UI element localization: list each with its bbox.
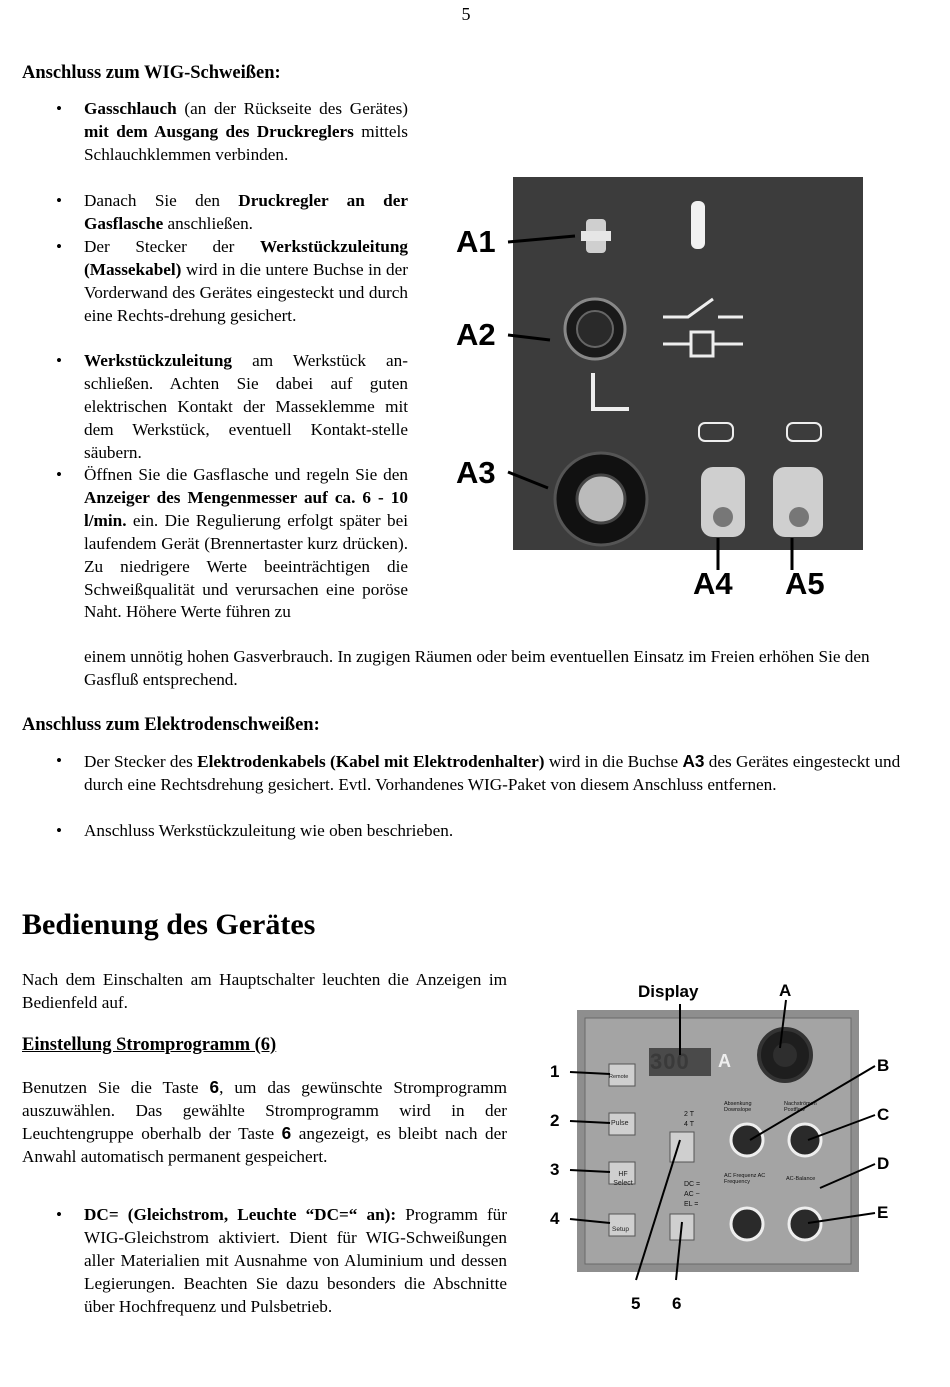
panel-label-6: 6 — [672, 1294, 682, 1313]
panel-label-1: 1 — [550, 1062, 560, 1081]
figure-label-a5: A5 — [785, 566, 825, 601]
list-item: • Werkstückzuleitung am Werkstück an-schließen. Achten Sie dabei auf guten elektrischen Kontakt der Masseklemme mit dem Werkstück, eventuell Kontakt-stelle säubern. — [56, 351, 408, 462]
panel-button-setup: Setup — [612, 1226, 629, 1233]
panel-label-5: 5 — [631, 1294, 641, 1313]
figure-label-a4: A4 — [693, 566, 733, 601]
panel-label-3: 3 — [550, 1160, 560, 1179]
panel-display-value: 300 — [650, 1049, 690, 1074]
list-item: • Anschluss Werkstückzuleitung wie oben beschrieben. — [56, 821, 454, 840]
list-item: • Öffnen Sie die Gasflasche und regeln Sie den Anzeiger des Mengenmesser auf ca. 6 - 10 l/min. ein. Die Regulierung erfolgt später bei laufendem Gerät (Brennertaster kurz drücken). Zu niedrigere Werte beeinträchtigen die Schweißqualität und verursachen eine poröse Naht. Höhere Werte führen zu — [56, 465, 408, 622]
knob-label-ac-frequency: AC Frequenz AC Frequency — [724, 1173, 766, 1185]
panel-label-2: 2 — [550, 1111, 560, 1130]
list-item: • Danach Sie den Druckregler an der Gasflasche anschließen. — [56, 191, 408, 233]
panel-button-remote: Remote — [609, 1074, 629, 1080]
figure-label-a1: A1 — [456, 224, 496, 259]
panel-button-hf: HF Select — [613, 1171, 633, 1187]
list-item: • Der Stecker des Elektrodenkabels (Kabel mit Elektrodenhalter) wird in die Buchse A3 des Gerätes eingesteckt und durch eine Rechtsdrehung gesichert. Evtl. Vorhandenes WIG-Paket von diesem Anschluss entfernen. — [56, 751, 901, 794]
knob-label-downslope: Absenkung Downslope — [724, 1101, 752, 1113]
list-item: • Gasschlauch (an der Rückseite des Gerätes) mit dem Ausgang des Druckreglers mittels Schlauchklemmen verbinden. — [56, 99, 408, 164]
knob-label-ac-balance: AC-Balance — [786, 1176, 816, 1182]
list-item-continuation: einem unnötig hohen Gasverbrauch. In zugigen Räumen oder beim eventuellen Einsatz im Freien erhöhen Sie den Gasfluß entsprechend. — [84, 647, 870, 689]
panel-current-leds: DC = AC ~ EL = — [684, 1181, 701, 1208]
wig-heading: Anschluss zum WIG-Schweißen: — [22, 63, 281, 83]
connector-callouts — [440, 220, 860, 610]
operation-intro: Nach dem Einschalten am Hauptschalter leuchten die Anzeigen im Bedienfeld auf. — [22, 970, 507, 1012]
panel-unit: A — [718, 1051, 731, 1071]
panel-label-c: C — [877, 1105, 890, 1124]
list-item: • DC= (Gleichstrom, Leuchte “DC=“ an): Programm für WIG-Gleichstrom aktiviert. Dient für WIG-Schweißungen aller Materialien mit Ausnahme von Aluminium und dessen Legierungen. Beachten Sie dazu besonders die Abschnitte über Hochfrequenz und Pulsbetrieb. — [56, 1205, 507, 1316]
panel-label-d: D — [877, 1154, 890, 1173]
electrode-heading: Anschluss zum Elektrodenschweißen: — [22, 715, 320, 735]
figure-label-a3: A3 — [456, 455, 496, 490]
panel-label-a: A — [779, 981, 792, 1000]
panel-button-pulse: Pulse — [611, 1120, 629, 1127]
subheading-stromprogramm: Einstellung Stromprogramm (6) — [22, 1035, 277, 1055]
panel-mode-leds: 2 T 4 T — [684, 1111, 694, 1128]
panel-callouts — [540, 980, 900, 1310]
panel-label-b: B — [877, 1056, 890, 1075]
panel-label-display: Display — [638, 982, 699, 1001]
stromprogramm-paragraph: Benutzen Sie die Taste 6, um das gewünschte Stromprogramm auszuwählen. Das gewählte Stromprogramm wird in der Leuchtengruppe oberhalb der Taste 6 angezeigt, es bleibt nach der Anwahl automatisch permanent gespeichert. — [22, 1077, 507, 1166]
panel-label-e: E — [877, 1203, 889, 1222]
figure-label-a2: A2 — [456, 317, 496, 352]
page-number: 5 — [461, 4, 471, 24]
panel-label-4: 4 — [550, 1209, 560, 1228]
list-item: • Der Stecker der Werkstückzuleitung (Massekabel) wird in die untere Buchse in der Vorderwand des Gerätes eingesteckt und durch eine Rechts-drehung gesichert. — [56, 237, 408, 325]
operation-heading: Bedienung des Gerätes — [22, 908, 316, 941]
knob-label-postflow: Nachströmen Postflow — [784, 1101, 817, 1113]
